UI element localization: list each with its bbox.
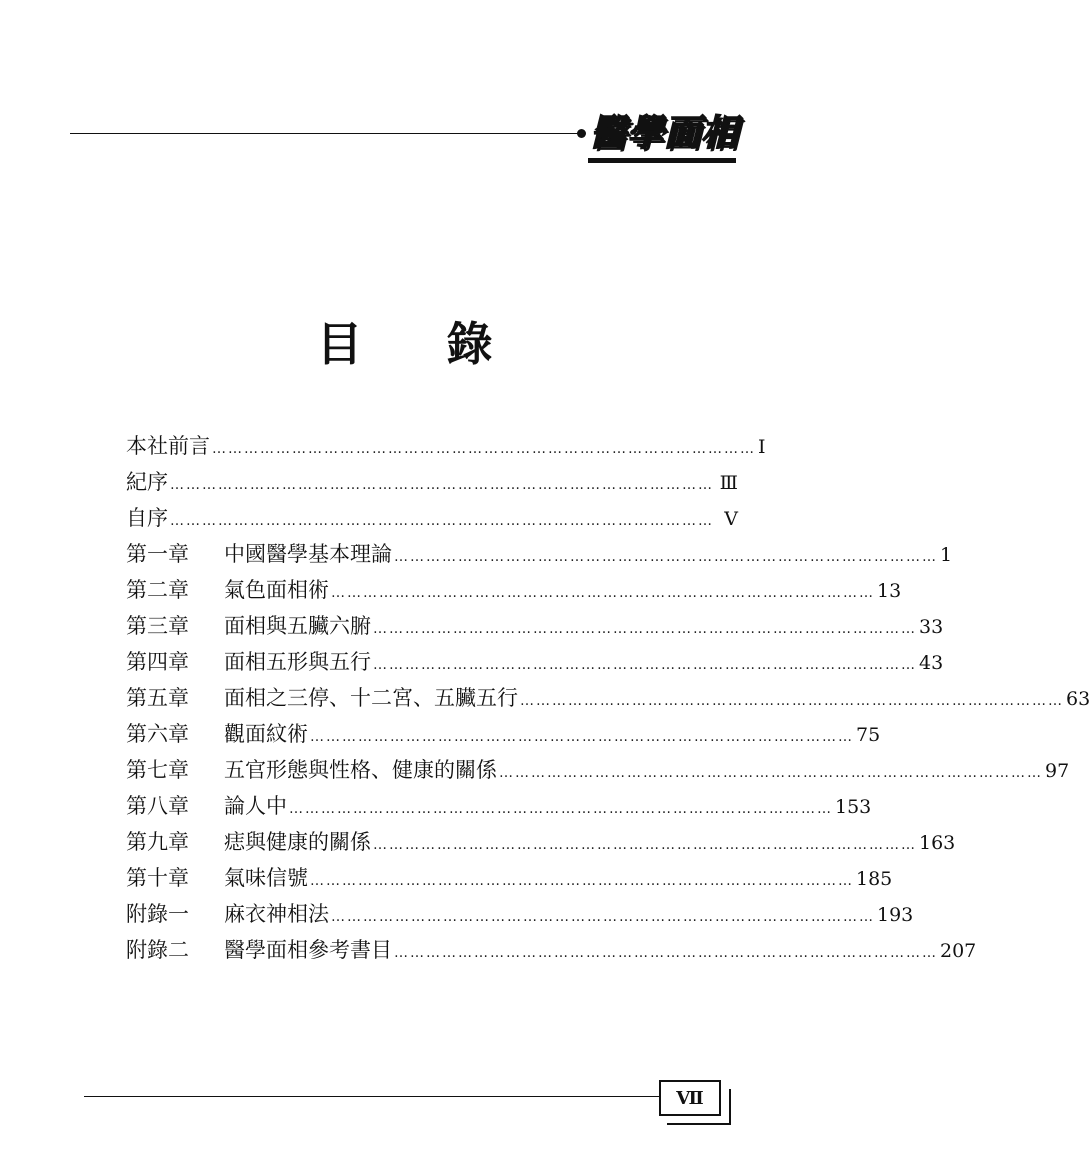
toc-entry[interactable]: [126, 428, 766, 464]
toc-page-number: 13: [877, 580, 902, 602]
toc-entry[interactable]: [126, 860, 893, 896]
toc-page-number: Ⅴ: [724, 508, 738, 530]
dot-leader: …………………………………………………………………………………………: [373, 621, 917, 637]
toc-entry[interactable]: [126, 716, 881, 752]
toc-entry-title: 本社前言: [126, 434, 210, 458]
toc-entry-title: 麻衣神相法: [224, 902, 329, 926]
dot-leader: …………………………………………………………………………………………: [289, 801, 833, 817]
toc-chapter-number: 第五章: [126, 686, 189, 710]
toc-chapter-number: 附錄一: [126, 902, 189, 926]
toc-page-number: 163: [919, 832, 956, 854]
toc-entry-title: 醫學面相參考書目: [224, 938, 392, 962]
toc-chapter-number: 第二章: [126, 578, 189, 602]
toc-page-number: 63: [1066, 688, 1090, 710]
dot-leader: …………………………………………………………………………………………: [373, 657, 917, 673]
page-number: Ⅶ: [676, 1087, 704, 1109]
toc-entry[interactable]: [126, 464, 738, 500]
toc-chapter-number: 第七章: [126, 758, 189, 782]
toc-entry-title: 五官形態與性格、健康的關係: [224, 758, 497, 782]
page-number-box: [659, 1080, 721, 1116]
toc-entry[interactable]: [126, 572, 902, 608]
toc-entry[interactable]: [126, 644, 944, 680]
toc-chapter-number: 第八章: [126, 794, 189, 818]
toc-chapter-number: 第三章: [126, 614, 189, 638]
toc-entry-title: 自序: [126, 506, 168, 530]
toc-chapter-number: 第十章: [126, 866, 189, 890]
dot-leader: …………………………………………………………………………………………: [310, 729, 854, 745]
title-char-2: 錄: [446, 317, 493, 371]
toc-entry-title: 論人中: [224, 794, 287, 818]
footer-rule: [84, 1096, 659, 1097]
dot-leader: …………………………………………………………………………………………: [394, 945, 938, 961]
title-char-1: 目: [316, 317, 363, 371]
dot-leader: …………………………………………………………………………………………: [520, 693, 1064, 709]
toc-entry[interactable]: [126, 932, 977, 968]
toc-entry[interactable]: [126, 824, 956, 860]
toc-page-number: 153: [835, 796, 872, 818]
toc-entry[interactable]: [126, 896, 914, 932]
toc-chapter-number: 附錄二: [126, 938, 189, 962]
toc-page-number: Ⅲ: [719, 472, 738, 494]
toc-entry[interactable]: [126, 500, 738, 536]
dot-leader: …………………………………………………………………………………………: [499, 765, 1043, 781]
toc-page-number: 75: [856, 724, 881, 746]
toc-entry-title: 紀序: [126, 470, 168, 494]
toc-page-number: 1: [940, 544, 953, 566]
dot-leader: …………………………………………………………………………………………: [170, 513, 714, 529]
toc-entry-title: 面相五形與五行: [224, 650, 371, 674]
toc-entry-title: 面相之三停、十二宮、五臟五行: [224, 686, 518, 710]
toc-entry[interactable]: [126, 680, 1090, 716]
toc-chapter-number: 第四章: [126, 650, 189, 674]
toc-entry[interactable]: [126, 608, 944, 644]
dot-leader: …………………………………………………………………………………………: [331, 585, 875, 601]
toc-entry[interactable]: [126, 788, 872, 824]
toc-chapter-number: 第六章: [126, 722, 189, 746]
toc-page-number: 43: [919, 652, 944, 674]
toc-page-number: Ⅰ: [758, 436, 766, 458]
dot-leader: …………………………………………………………………………………………: [170, 477, 714, 493]
toc-page-number: 185: [856, 868, 893, 890]
dot-leader: …………………………………………………………………………………………: [310, 873, 854, 889]
dot-leader: …………………………………………………………………………………………: [331, 909, 875, 925]
header-rule: [70, 133, 580, 134]
book-title-logo: 醫學面相: [590, 113, 739, 154]
dot-leader: …………………………………………………………………………………………: [212, 441, 756, 457]
toc-page-number: 97: [1045, 760, 1070, 782]
toc-entry-title: 觀面紋術: [224, 722, 308, 746]
toc-page-number: 207: [940, 940, 977, 962]
toc-entry[interactable]: [126, 536, 953, 572]
dot-leader: …………………………………………………………………………………………: [394, 549, 938, 565]
page-title: [0, 314, 809, 374]
toc-page-number: 193: [877, 904, 914, 926]
dot-leader: …………………………………………………………………………………………: [373, 837, 917, 853]
toc-chapter-number: 第一章: [126, 542, 189, 566]
table-of-contents: [126, 428, 1090, 968]
toc-entry-title: 痣與健康的關係: [224, 830, 371, 854]
toc-page-number: 33: [919, 616, 944, 638]
toc-entry-title: 中國醫學基本理論: [224, 542, 392, 566]
header-underline: [588, 158, 736, 163]
toc-entry-title: 氣色面相術: [224, 578, 329, 602]
toc-entry-title: 氣味信號: [224, 866, 308, 890]
toc-entry[interactable]: [126, 752, 1070, 788]
toc-entry-title: 面相與五臟六腑: [224, 614, 371, 638]
header-dot: [577, 129, 586, 138]
toc-chapter-number: 第九章: [126, 830, 189, 854]
